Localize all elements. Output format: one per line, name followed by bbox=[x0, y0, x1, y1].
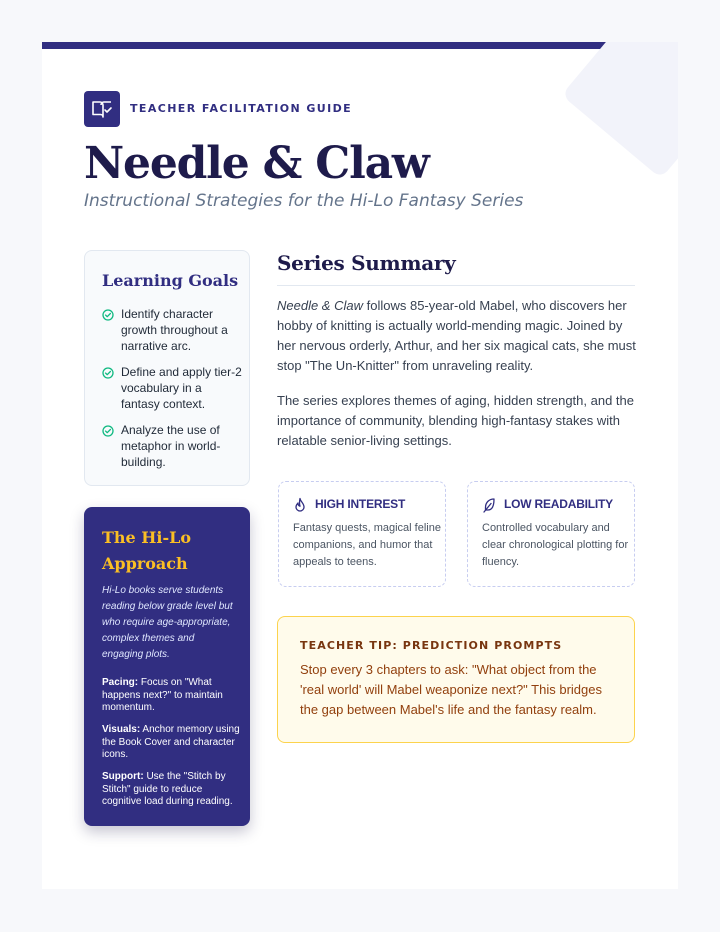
summary-paragraph-1 bbox=[277, 296, 642, 376]
check-circle-icon bbox=[102, 425, 114, 437]
summary-divider bbox=[277, 285, 635, 286]
hilo-title: The Hi-Lo Approach bbox=[102, 528, 192, 573]
flame-icon bbox=[293, 497, 307, 513]
top-accent-bar bbox=[42, 42, 678, 49]
book-check-icon bbox=[84, 91, 120, 127]
card-body: Controlled vocabulary and clear chronological plotting for fluency. bbox=[482, 522, 629, 568]
card-title: HIGH INTEREST bbox=[315, 497, 406, 511]
hilo-note-visuals bbox=[102, 724, 242, 762]
tip-body: Stop every 3 chapters to ask: "What object from the 'real world' will Mabel weaponize next?" This bridges the gap between Mabel's life and the fantasy realm. bbox=[300, 662, 602, 717]
note-text: Focus on "What happens next?" to maintain momentum. bbox=[102, 677, 223, 713]
note-label: Visuals: bbox=[102, 724, 141, 735]
check-circle-icon bbox=[102, 309, 114, 321]
teacher-tip-box bbox=[277, 616, 635, 743]
guide-page bbox=[42, 42, 678, 889]
summary-paragraph-2: The series explores themes of aging, hidden strength, and the importance of community, blending high-fantasy stakes with relatable senior-living settings. bbox=[277, 393, 634, 448]
page-subtitle: Instructional Strategies for the Hi-Lo Fantasy Series bbox=[84, 191, 524, 211]
high-interest-card bbox=[278, 481, 446, 587]
learning-goals-title: Learning Goals bbox=[102, 271, 239, 290]
series-summary-title: Series Summary bbox=[277, 251, 456, 275]
note-label: Support: bbox=[102, 771, 144, 782]
goal-text: Define and apply tier-2 vocabulary in a fantasy context. bbox=[121, 365, 242, 411]
note-text: Use the "Stitch by Stitch" guide to reduce cognitive load during reading. bbox=[102, 771, 233, 807]
learning-goals-panel bbox=[84, 250, 250, 486]
feather-icon bbox=[482, 497, 496, 513]
low-readability-card bbox=[467, 481, 635, 587]
hilo-note-support bbox=[102, 771, 242, 809]
page-title: Needle & Claw bbox=[84, 138, 429, 189]
decorative-corner bbox=[561, 42, 678, 179]
summary-text: follows 85-year-old Mabel, who discovers her hobby of knitting is actually world-mending magic. Joined by her nervous orderly, Arthur, and her six magical cats, she must stop "The Un-Knitter" from unraveling reality. bbox=[277, 298, 636, 373]
guide-kicker: TEACHER FACILITATION GUIDE bbox=[130, 102, 353, 115]
check-circle-icon bbox=[102, 367, 114, 379]
note-text: Anchor memory using the Book Cover and character icons. bbox=[102, 724, 240, 760]
card-body: Fantasy quests, magical feline companions, and humor that appeals to teens. bbox=[293, 522, 441, 568]
book-title-italic: Needle & Claw bbox=[277, 298, 363, 313]
card-title: LOW READABILITY bbox=[504, 497, 613, 511]
note-label: Pacing: bbox=[102, 677, 139, 688]
hilo-note-pacing bbox=[102, 677, 242, 715]
goal-text: Identify character growth throughout a narrative arc. bbox=[121, 307, 228, 353]
tip-kicker: TEACHER TIP: PREDICTION PROMPTS bbox=[300, 639, 563, 652]
goal-text: Analyze the use of metaphor in world-building. bbox=[121, 423, 221, 469]
hilo-intro: Hi-Lo books serve students reading below grade level but who require age-appropriate, complex themes and engaging plots. bbox=[102, 585, 233, 660]
hilo-approach-panel bbox=[84, 507, 250, 826]
